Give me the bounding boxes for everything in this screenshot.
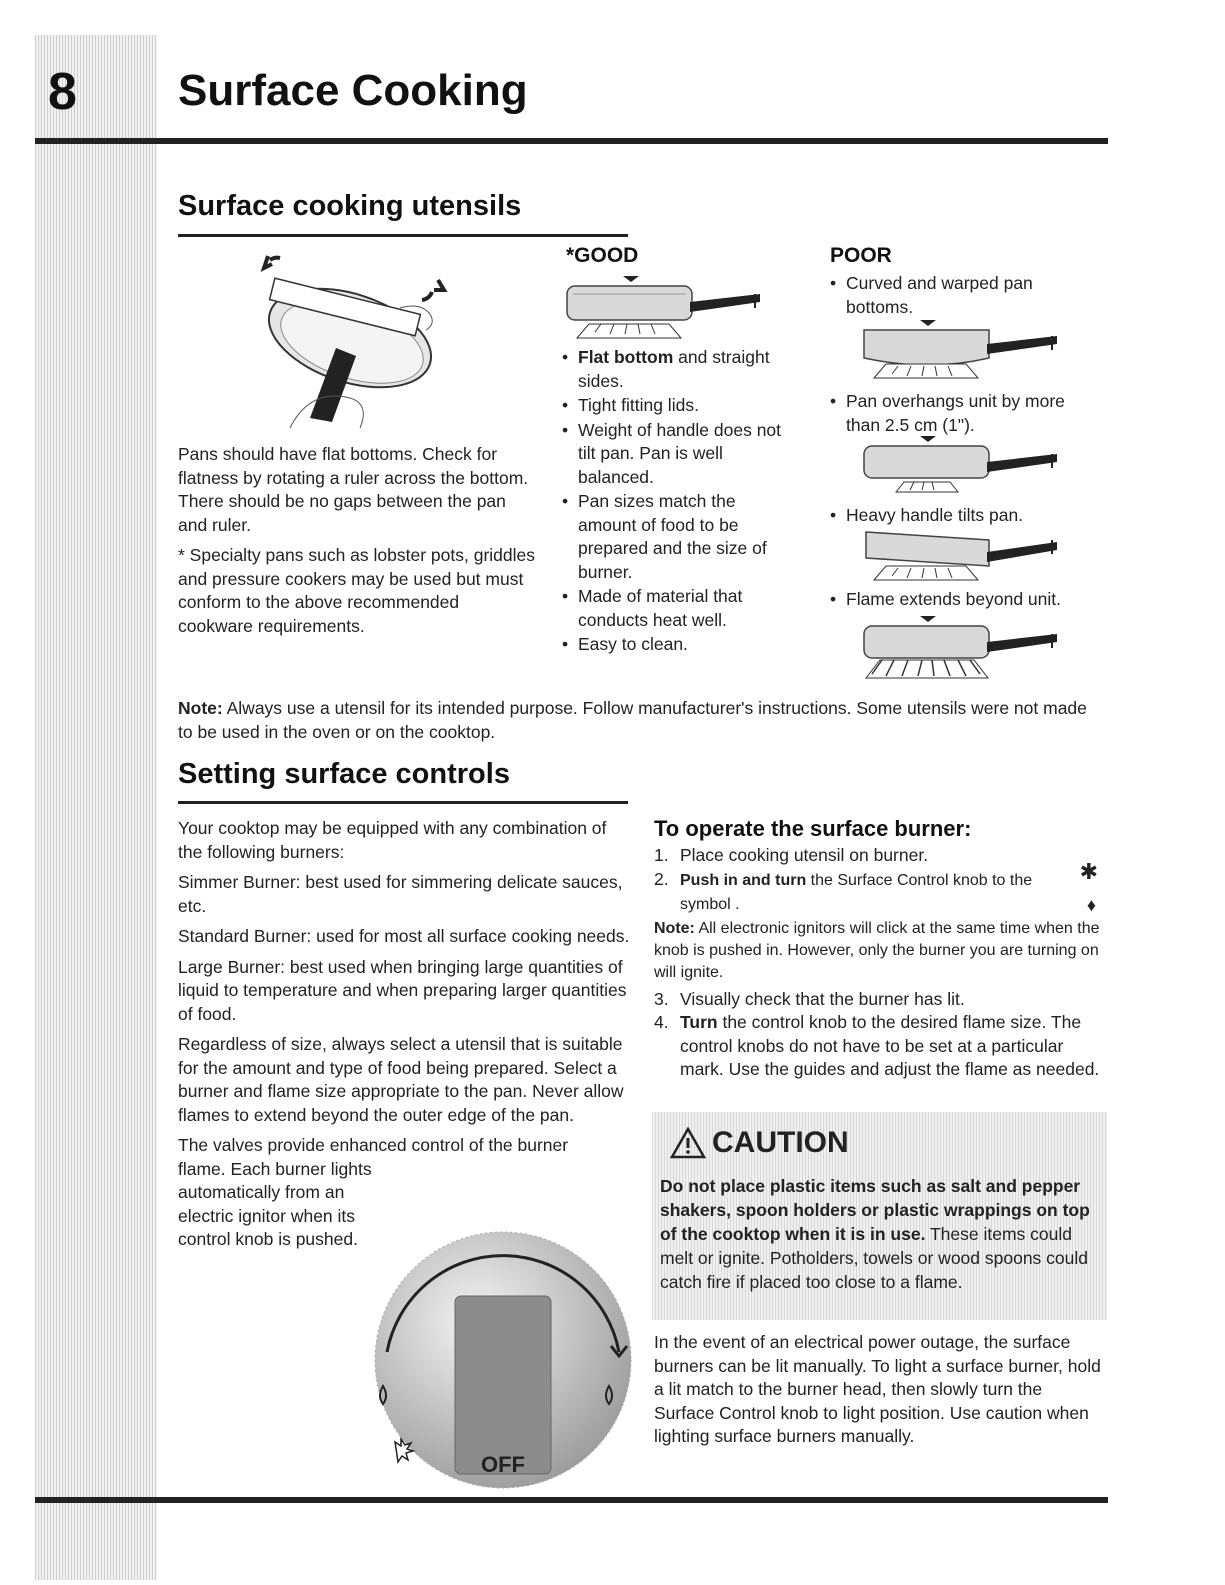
paragraph: The valves provide enhanced control of the burner — [178, 1135, 569, 1155]
warning-triangle-icon — [670, 1127, 706, 1159]
list-item: • Curved and warped pan bottoms. — [826, 272, 1101, 319]
section-rule — [178, 801, 628, 804]
caution-box — [652, 1112, 1107, 1320]
tilted-pan-icon — [862, 522, 1077, 582]
step-item: 2. Push in and turn the Surface Control knob to the ✱ symbol . ♦ — [654, 868, 1104, 916]
paragraph: Large Burner: best used when bringing large quantities of liquid to temperature and when preparing larger quantities of food. — [178, 956, 627, 1024]
list-item: • Made of material that conducts heat well. — [558, 585, 788, 632]
note-label: Note: — [178, 698, 223, 718]
flame-icon: ♦ — [1086, 894, 1096, 915]
poor-item-1 — [826, 272, 1101, 320]
list-item: • Tight fitting lids. — [558, 394, 788, 418]
paragraph: Pans should have flat bottoms. Check for flatness by rotating a ruler across the bottom. There should be no gaps between the pan and ruler. — [178, 444, 529, 535]
poor-heading: POOR — [830, 244, 892, 267]
overhang-pan-icon — [862, 434, 1077, 494]
caution-text: Do not place plastic items such as salt and pepper shakers, spoon holders or plastic wrappings on top of the cooktop when it is in use. These items could melt or ignite. Potholders, towels or wood spoons could catch fire if placed too close to a flame. — [660, 1176, 1090, 1292]
knob-off-label: OFF — [481, 1452, 525, 1477]
list-item: • Easy to clean. — [558, 633, 788, 657]
paragraph: Your cooktop may be equipped with any combination of the following burners: — [178, 818, 607, 862]
list-item: • Weight of handle does not tilt pan. Pan is well balanced. — [558, 419, 788, 490]
operate-note: Note: All electronic ignitors will click at the same time when the knob is pushed in. However, only the burner you are turning on will ignite. — [654, 919, 1100, 981]
paragraph: Standard Burner: used for most all surface cooking needs. — [178, 926, 630, 946]
page-title: Surface Cooking — [178, 66, 528, 115]
paragraph: flame. Each burner lights automatically from an electric ignitor when its control knob is pushed. — [178, 1158, 372, 1249]
caution-heading: CAUTION — [670, 1126, 849, 1160]
paragraph: * Specialty pans such as lobster pots, griddles and pressure cookers may be used but must conform to the above recommended cookware requirements. — [178, 545, 535, 636]
sidebar-stripe — [35, 35, 157, 1580]
good-heading: *GOOD — [566, 244, 639, 267]
operate-steps — [654, 844, 1104, 1082]
page-number: 8 — [48, 63, 77, 121]
footer-rule — [35, 1497, 1108, 1503]
control-knob-illustration — [365, 1210, 640, 1500]
step-item: 1. Place cooking utensil on burner. — [654, 845, 929, 865]
warped-pan-icon — [862, 318, 1077, 382]
list-item: • Pan sizes match the amount of food to be prepared and the size of burner. — [558, 490, 788, 584]
good-list — [558, 346, 788, 658]
list-item: • Pan overhangs unit by more than 2.5 cm (1"). — [826, 390, 1101, 437]
good-pan-icon — [565, 272, 780, 342]
operate-title: To operate the surface burner: — [654, 816, 972, 841]
utensils-left-text — [178, 443, 538, 645]
poor-item-2 — [826, 390, 1101, 438]
controls-section-title: Setting surface controls — [178, 758, 510, 790]
utensils-section-title: Surface cooking utensils — [178, 190, 522, 222]
list-item: • Heavy handle tilts pan. — [826, 504, 1101, 528]
list-item: • Flat bottom and straight sides. — [558, 346, 788, 393]
poor-item-4 — [826, 588, 1101, 613]
list-item: • Flame extends beyond unit. — [826, 588, 1101, 612]
step-item: 4. Turn the control knob to the desired flame size. The control knobs do not have to be set at a particular mark. Use the guides and adjust the flame as needed. — [654, 1012, 1100, 1079]
section-rule — [178, 234, 628, 237]
header-rule — [35, 138, 1108, 144]
controls-text — [178, 817, 630, 1252]
pan-ruler-illustration — [240, 248, 470, 444]
outage-text: In the event of an electrical power outage, the surface burners can be lit manually. To light a surface burner, hold a lit match to the burner head, then slowly turn the Surface Control knob to light position. Use caution when lighting surface burners manually. — [654, 1332, 1101, 1446]
utensils-note: Note: Always use a utensil for its intended purpose. Follow manufacturer's instructions. Some utensils were not made to be used in the oven or on the cooktop. — [178, 698, 1087, 742]
flame-pan-icon — [862, 614, 1077, 680]
paragraph: Regardless of size, always select a utensil that is suitable for the amount and type of food being prepared. Select a burner and flame size appropriate to the pan. Never allow flames to extend beyond the outer edge of the pan. — [178, 1034, 624, 1125]
step-item: 3. Visually check that the burner has lit. — [654, 988, 965, 1009]
paragraph: Simmer Burner: best used for simmering delicate sauces, etc. — [178, 872, 623, 916]
ignite-icon: ✱ — [1079, 858, 1098, 884]
